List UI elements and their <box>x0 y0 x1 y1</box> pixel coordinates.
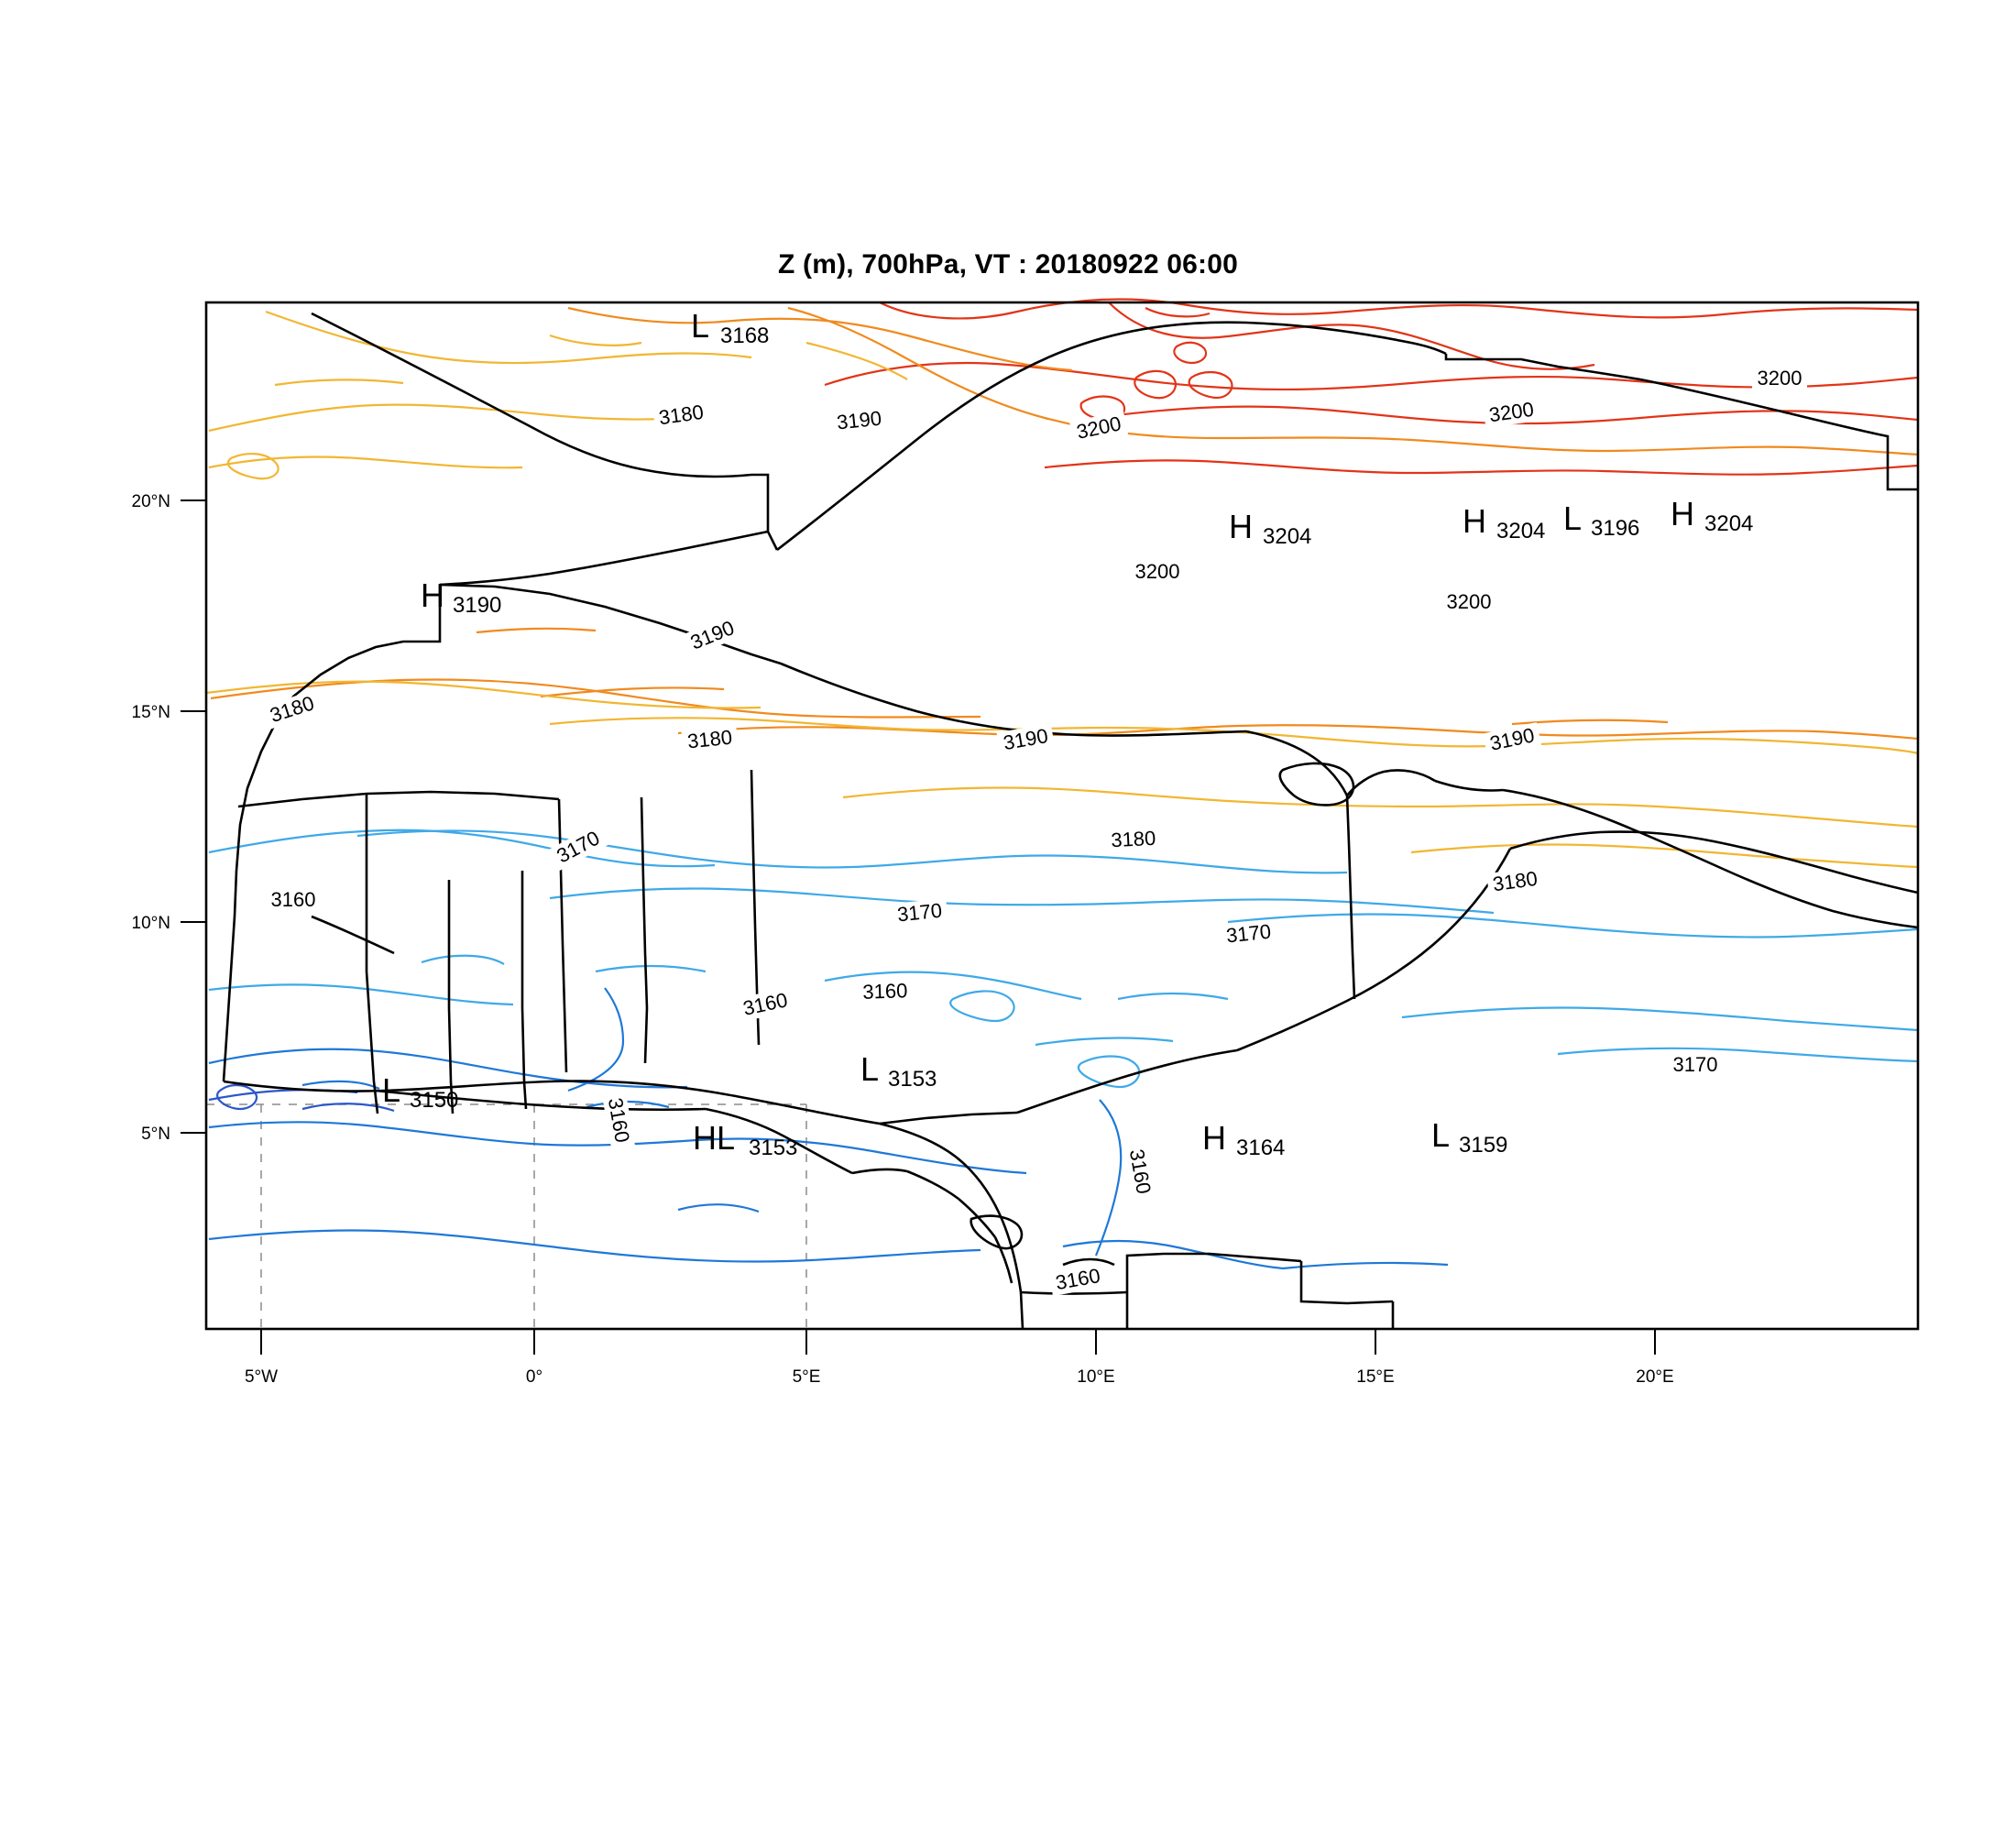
contour-label: 3190 <box>1487 723 1537 755</box>
y-axis-tick-labels <box>132 492 170 1144</box>
contour-label: 3170 <box>553 826 604 868</box>
contour-label: 3200 <box>1757 367 1802 390</box>
contour-label: 3200 <box>1487 397 1536 427</box>
extremum-value: 3196 <box>1591 516 1640 541</box>
contour-label: 3180 <box>1110 826 1156 852</box>
contour-label: 3180 <box>1491 866 1539 896</box>
y-tick-label: 20°N <box>131 492 170 511</box>
y-tick-label: 10°N <box>131 914 170 933</box>
extremum-type: L <box>1562 499 1583 537</box>
x-tick-label: 15°E <box>1356 1367 1395 1387</box>
extremum-value: 3204 <box>1704 511 1754 536</box>
contour-label: 3200 <box>1446 590 1492 613</box>
contour-label: 3160 <box>1124 1147 1156 1196</box>
y-tick-label: 15°N <box>131 703 170 722</box>
extremum-value: 3159 <box>1459 1133 1508 1158</box>
extremum-value: 3190 <box>453 593 502 618</box>
contour-label: 3200 <box>1134 560 1180 583</box>
contour-label: 3170 <box>1224 919 1273 948</box>
y-tick-label: 5°N <box>141 1125 170 1144</box>
extremum-value: 3150 <box>410 1088 459 1113</box>
plot-background <box>206 302 1918 1329</box>
extremum-value: 3153 <box>749 1136 798 1160</box>
extremum-type: H <box>1671 495 1694 532</box>
contour-label: 3160 <box>740 988 790 1020</box>
contour-label: 3190 <box>835 406 883 434</box>
chart-title: Z (m), 700hPa, VT : 20180922 06:00 <box>777 249 1239 280</box>
extremum-type: L <box>1430 1116 1451 1154</box>
contour-label: 3190 <box>686 616 738 654</box>
contour-label: 3180 <box>657 400 706 430</box>
contour-label: 3160 <box>1053 1264 1102 1295</box>
x-axis-tick-labels <box>245 1367 1674 1387</box>
x-tick-label: 5°E <box>792 1367 821 1387</box>
extremum-type: L <box>690 307 710 345</box>
extremum-value: 3168 <box>720 324 770 348</box>
contour-label: 3170 <box>895 898 944 927</box>
contour-label: 3160 <box>270 888 316 911</box>
contour-label: 3160 <box>603 1095 634 1145</box>
extremum-type: H <box>1202 1119 1226 1157</box>
extremum-value: 3164 <box>1236 1136 1286 1160</box>
extremum-type: L <box>381 1071 401 1109</box>
x-tick-label: 5°W <box>244 1367 279 1387</box>
contour-label: 3190 <box>1001 724 1050 755</box>
contour-label: 3180 <box>685 725 734 753</box>
extremum-type: H <box>1229 508 1253 545</box>
extremum-type: H <box>421 576 444 614</box>
x-tick-label: 0° <box>525 1367 543 1387</box>
contour-label: 3180 <box>267 691 317 728</box>
extremum-type: L <box>860 1050 880 1088</box>
contour-label: 3160 <box>861 979 908 1004</box>
x-tick-label: 10°E <box>1077 1367 1115 1387</box>
x-tick-label: 20°E <box>1636 1367 1674 1387</box>
extremum-value: 3153 <box>888 1067 937 1092</box>
contour-label: 3170 <box>1672 1053 1718 1076</box>
extremum-value: 3204 <box>1496 519 1546 543</box>
extremum-value: 3204 <box>1263 524 1312 549</box>
extremum-type: H <box>1463 502 1486 540</box>
extremum-type: HL <box>692 1119 736 1157</box>
contour-label: 3200 <box>1074 412 1123 444</box>
